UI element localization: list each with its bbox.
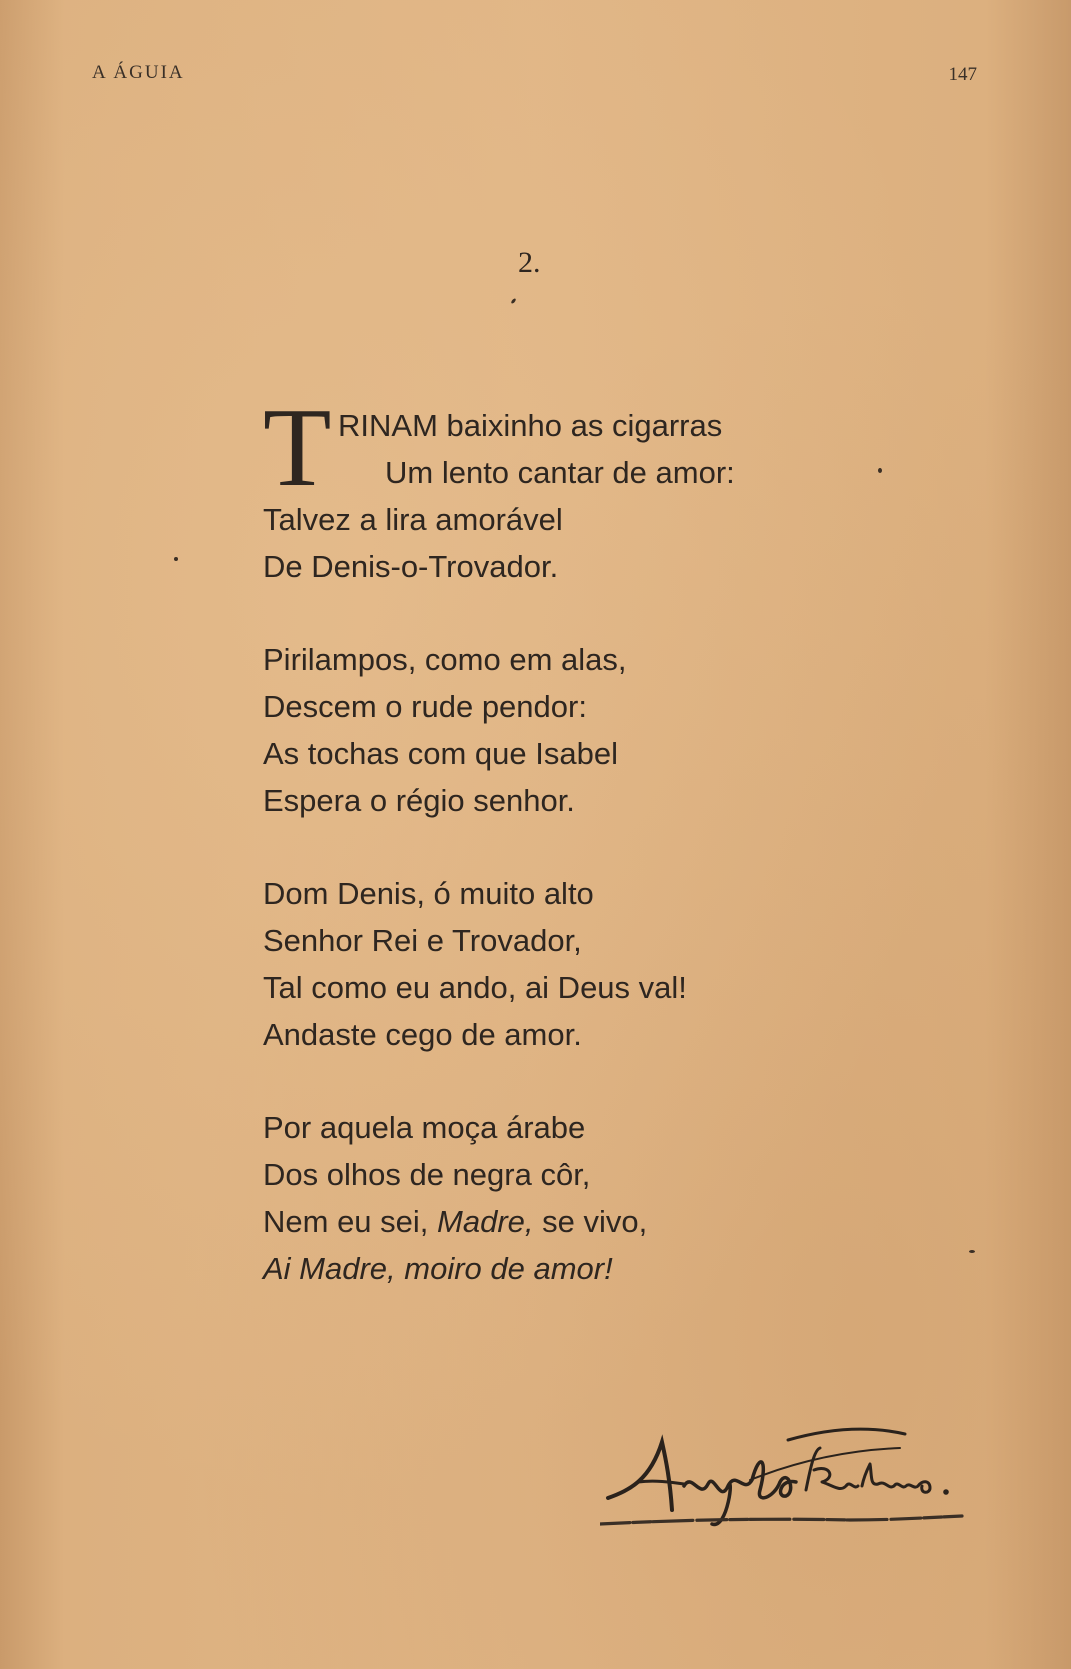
verse-line: Talvez a lira amorável — [263, 502, 563, 537]
verse-line-italic: Ai Madre, moiro de amor! — [263, 1251, 613, 1286]
verse-text: Nem eu sei, — [263, 1204, 438, 1239]
section-number: 2. — [518, 246, 541, 279]
verse-text: se vivo, — [533, 1204, 648, 1239]
stanza-3 — [263, 870, 735, 1058]
verse-line: Descem o rude pendor: — [263, 689, 587, 724]
verse-line: Tal como eu ando, ai Deus val! — [263, 970, 687, 1005]
verse-line: Espera o régio senhor. — [263, 783, 575, 818]
paper-speck — [969, 1250, 975, 1253]
paper-speck — [878, 468, 882, 473]
verse-line: As tochas com que Isabel — [263, 736, 618, 771]
paper-speck — [174, 557, 178, 561]
poem — [263, 386, 735, 1338]
verse-line: Por aquela moça árabe — [263, 1110, 586, 1145]
paper-speck — [510, 298, 516, 305]
verse-line: Andaste cego de amor. — [263, 1017, 582, 1052]
verse-line: De Denis-o-Trovador. — [263, 549, 559, 584]
verse-line: Senhor Rei e Trovador, — [263, 923, 582, 958]
page-number: 147 — [948, 64, 977, 85]
verse-line — [263, 1198, 735, 1245]
verse-line: Um lento cantar de amor: — [385, 455, 735, 490]
stanza-2 — [263, 636, 735, 824]
drop-cap: T — [263, 386, 332, 510]
verse-line: Pirilampos, como em alas, — [263, 642, 627, 677]
verse-line: Dos olhos de negra côr, — [263, 1157, 591, 1192]
running-head: A ÁGUIA — [92, 62, 185, 83]
stanza-1 — [263, 386, 735, 590]
stanza-4 — [263, 1104, 735, 1292]
handwritten-signature — [600, 1420, 970, 1540]
emphasis-madre: Madre, — [437, 1204, 534, 1239]
verse-line: RINAM baixinho as cigarras — [338, 408, 723, 443]
verse-line: Dom Denis, ó muito alto — [263, 876, 594, 911]
